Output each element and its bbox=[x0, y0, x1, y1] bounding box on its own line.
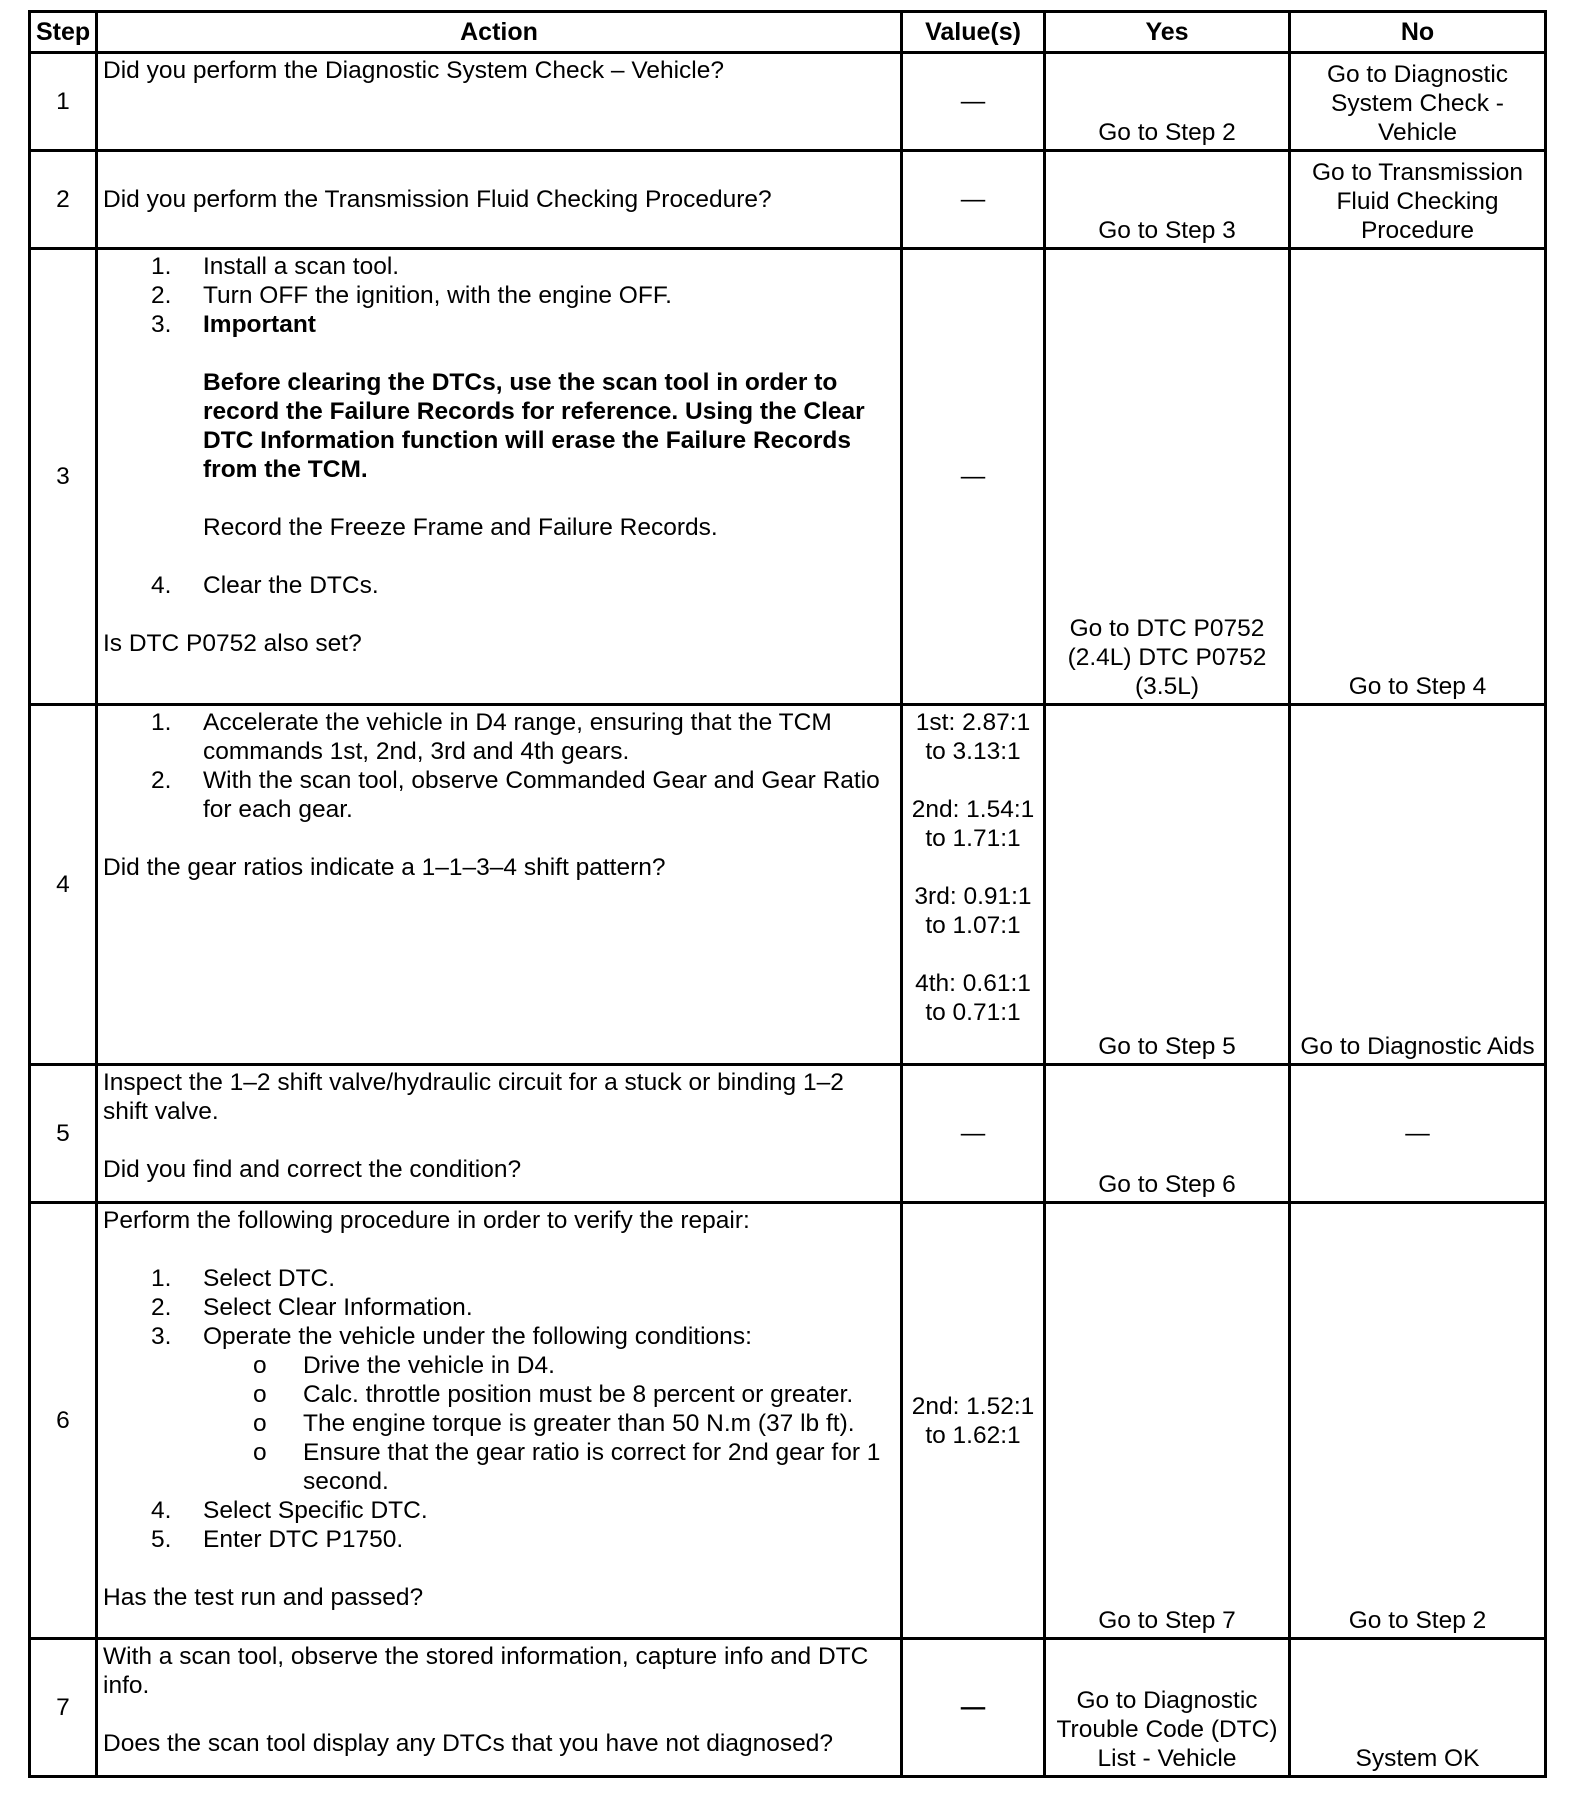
procedure-list bbox=[103, 252, 895, 600]
header-action: Action bbox=[97, 12, 902, 53]
no-cell bbox=[1290, 151, 1546, 249]
no-cell: Go to Step 4 bbox=[1290, 249, 1546, 705]
action-question: Did the gear ratios indicate a 1–1–3–4 shift pattern? bbox=[103, 854, 666, 881]
list-item bbox=[103, 571, 895, 600]
yes-line: Go to Diagnostic bbox=[1076, 1687, 1258, 1714]
action-intro: Perform the following procedure in order to verify the repair: bbox=[103, 1207, 750, 1234]
item-text: Operate the vehicle under the following conditions: bbox=[203, 1323, 752, 1350]
action-cell bbox=[97, 1203, 902, 1639]
bullet-icon: o bbox=[253, 1352, 267, 1379]
yes-cell: Go to Step 3 bbox=[1045, 151, 1290, 249]
step-number: 6 bbox=[30, 1203, 97, 1639]
gear-ratio bbox=[908, 882, 1038, 940]
table-row bbox=[30, 151, 1546, 249]
table-row bbox=[30, 705, 1546, 1065]
gear-ratio bbox=[908, 795, 1038, 853]
yes-cell: Go to Step 5 bbox=[1045, 705, 1290, 1065]
yes-line: List - Vehicle bbox=[1097, 1745, 1237, 1772]
item-number: 4. bbox=[151, 572, 172, 599]
ratio-line: to 3.13:1 bbox=[925, 738, 1021, 765]
no-cell bbox=[1290, 53, 1546, 151]
ratio-line: 2nd: 1.54:1 bbox=[911, 796, 1035, 823]
ratio-line: 2nd: 1.52:1 bbox=[911, 1392, 1035, 1420]
yes-cell: Go to Step 2 bbox=[1045, 53, 1290, 151]
yes-line: (3.5L) bbox=[1134, 673, 1199, 700]
step-number: 2 bbox=[30, 151, 97, 249]
no-line: Go to Diagnostic bbox=[1326, 61, 1509, 88]
action-text: Inspect the 1–2 shift valve/hydraulic circuit for a stuck or binding 1–2 shift valve. bbox=[103, 1069, 844, 1125]
no-cell: — bbox=[1290, 1065, 1546, 1203]
table-row bbox=[30, 53, 1546, 151]
list-item bbox=[103, 1322, 895, 1496]
item-number: 3. bbox=[151, 311, 172, 338]
step-number: 4 bbox=[30, 705, 97, 1065]
value-cell bbox=[902, 1203, 1045, 1639]
condition-list bbox=[203, 1351, 895, 1496]
list-item bbox=[3, 1496, 895, 1525]
item-text: Select DTC. bbox=[203, 1265, 336, 1292]
header-yes: Yes bbox=[1045, 12, 1290, 53]
ratio-line: to 1.07:1 bbox=[925, 912, 1021, 939]
bullet-icon: o bbox=[253, 1439, 267, 1466]
action-cell bbox=[97, 249, 902, 705]
header-values: Value(s) bbox=[902, 12, 1045, 53]
item-text: Turn OFF the ignition, with the engine OFF. bbox=[203, 282, 672, 309]
gear-ratio bbox=[908, 969, 1038, 1027]
action-text: With a scan tool, observe the stored information, capture info and DTC info. bbox=[103, 1643, 869, 1699]
header-no: No bbox=[1290, 12, 1546, 53]
item-text: Record the Freeze Frame and Failure Records. bbox=[203, 514, 718, 541]
action-text: Did you perform the Transmission Fluid Checking Procedure? bbox=[103, 186, 772, 213]
value-cell: — bbox=[902, 1639, 1045, 1777]
item-number: 5. bbox=[151, 1526, 172, 1553]
no-cell: System OK bbox=[1290, 1639, 1546, 1777]
value-cell: — bbox=[902, 53, 1045, 151]
yes-cell bbox=[1045, 249, 1290, 705]
yes-cell bbox=[1045, 1639, 1290, 1777]
item-text: The engine torque is greater than 50 N.m (37 lb ft). bbox=[303, 1410, 855, 1437]
list-item bbox=[103, 1525, 895, 1554]
item-number: 3. bbox=[151, 1323, 172, 1350]
bullet-icon: o bbox=[253, 1410, 267, 1437]
list-item bbox=[203, 1380, 895, 1409]
list-item bbox=[103, 252, 895, 281]
action-cell bbox=[97, 1065, 902, 1203]
list-item bbox=[103, 1293, 895, 1322]
action-text: Did you perform the Diagnostic System Check – Vehicle? bbox=[103, 57, 724, 84]
table-row bbox=[30, 249, 1546, 705]
ratio-line: 3rd: 0.91:1 bbox=[914, 883, 1032, 910]
action-question: Does the scan tool display any DTCs that you have not diagnosed? bbox=[103, 1730, 833, 1757]
list-item bbox=[103, 310, 895, 571]
action-cell bbox=[97, 705, 902, 1065]
ratio-line: to 1.62:1 bbox=[925, 1421, 1021, 1449]
table-row bbox=[30, 1203, 1546, 1639]
step-number: 1 bbox=[30, 53, 97, 151]
table-row bbox=[30, 1639, 1546, 1777]
item-text: Install a scan tool. bbox=[203, 253, 400, 280]
item-text: Calc. throttle position must be 8 percent or greater. bbox=[303, 1381, 854, 1408]
item-number: 2. bbox=[151, 282, 172, 309]
header-step: Step bbox=[30, 12, 97, 53]
value-cell: — bbox=[902, 249, 1045, 705]
ratio-line: to 1.71:1 bbox=[925, 825, 1021, 852]
step-number: 7 bbox=[30, 1639, 97, 1777]
action-cell bbox=[97, 53, 902, 151]
list-item bbox=[203, 1351, 895, 1380]
item-text: With the scan tool, observe Commanded Gear and Gear Ratio for each gear. bbox=[203, 767, 880, 823]
yes-line: (2.4L) DTC P0752 bbox=[1067, 644, 1267, 671]
item-text: Drive the vehicle in D4. bbox=[303, 1352, 555, 1379]
ratio-line: to 0.71:1 bbox=[925, 999, 1021, 1026]
no-line: Go to Transmission bbox=[1311, 159, 1524, 186]
list-item bbox=[103, 281, 895, 310]
value-cell: — bbox=[902, 151, 1045, 249]
item-number: 2. bbox=[151, 1294, 172, 1321]
step-number: 3 bbox=[30, 249, 97, 705]
item-number: 2. bbox=[151, 767, 172, 794]
value-cell: — bbox=[902, 1065, 1045, 1203]
no-line: System Check - bbox=[1331, 90, 1504, 117]
yes-line: Go to DTC P0752 bbox=[1069, 615, 1265, 642]
item-number: 1. bbox=[151, 253, 172, 280]
no-cell: Go to Diagnostic Aids bbox=[1290, 705, 1546, 1065]
action-question: Has the test run and passed? bbox=[103, 1584, 424, 1611]
list-item bbox=[103, 708, 895, 766]
important-label: Important bbox=[203, 311, 316, 338]
action-cell bbox=[97, 1639, 902, 1777]
no-cell: Go to Step 2 bbox=[1290, 1203, 1546, 1639]
yes-cell: Go to Step 6 bbox=[1045, 1065, 1290, 1203]
item-text: Accelerate the vehicle in D4 range, ensuring that the TCM commands 1st, 2nd, 3rd and 4th gears. bbox=[203, 709, 832, 765]
ratio-line: 1st: 2.87:1 bbox=[915, 709, 1031, 736]
no-line: Vehicle bbox=[1377, 119, 1457, 146]
list-item bbox=[203, 1409, 895, 1438]
ratio-line: 4th: 0.61:1 bbox=[915, 970, 1031, 997]
important-warning: Before clearing the DTCs, use the scan tool in order to record the Failure Records for reference. Using the Clear DTC Information function will erase the Failure Records from the TCM. bbox=[203, 369, 865, 483]
list-item bbox=[203, 1438, 895, 1496]
header-row bbox=[30, 12, 1546, 53]
action-question: Did you find and correct the condition? bbox=[103, 1156, 522, 1183]
yes-cell: Go to Step 7 bbox=[1045, 1203, 1290, 1639]
step-number: 5 bbox=[30, 1065, 97, 1203]
item-text: Select Specific DTC. bbox=[203, 1497, 428, 1524]
diagnostic-table bbox=[28, 10, 1547, 1778]
action-question: Is DTC P0752 also set? bbox=[103, 630, 362, 657]
action-cell bbox=[97, 151, 902, 249]
no-line: Procedure bbox=[1360, 217, 1475, 244]
item-number: 1. bbox=[151, 709, 172, 736]
table-row bbox=[30, 1065, 1546, 1203]
list-item bbox=[103, 766, 895, 824]
bullet-icon: o bbox=[253, 1381, 267, 1408]
list-item bbox=[103, 1264, 895, 1293]
item-text: Ensure that the gear ratio is correct for 2nd gear for 1 second. bbox=[303, 1439, 881, 1495]
procedure-list bbox=[103, 1264, 895, 1554]
yes-line: Trouble Code (DTC) bbox=[1056, 1716, 1278, 1743]
item-text: Enter DTC P1750. bbox=[203, 1526, 404, 1553]
item-text: Select Clear Information. bbox=[203, 1294, 473, 1321]
procedure-list bbox=[103, 708, 895, 824]
item-number: 1. bbox=[151, 1265, 172, 1292]
gear-ratio bbox=[908, 708, 1038, 766]
item-number: 4. bbox=[151, 1497, 172, 1524]
item-text: Clear the DTCs. bbox=[203, 572, 379, 599]
value-cell bbox=[902, 705, 1045, 1065]
no-line: Fluid Checking bbox=[1336, 188, 1499, 215]
